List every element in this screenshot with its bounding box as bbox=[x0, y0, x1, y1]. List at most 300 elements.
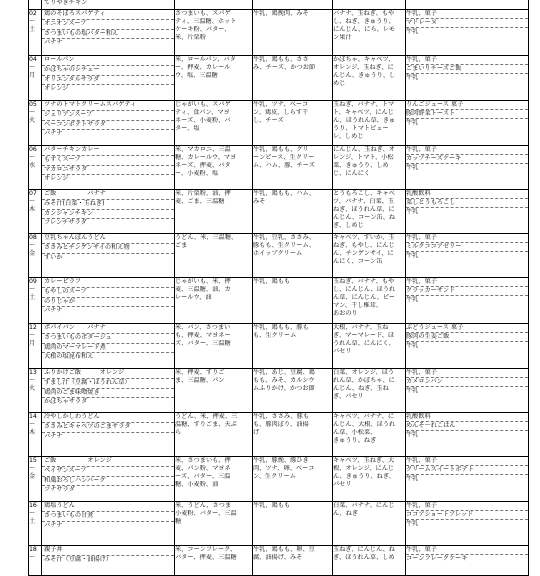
ingredients-c3 bbox=[333, 56, 406, 101]
menu-item: オニオンスープ bbox=[42, 19, 174, 29]
snack-line: 牛乳、菓子 bbox=[406, 234, 437, 241]
day-row bbox=[29, 56, 529, 101]
snack-line: りんごジュース 菓子 bbox=[406, 101, 464, 108]
menu-item: さつまいもの甘煮 bbox=[42, 511, 174, 521]
ingredient-line: 米、ロールパン、バタ bbox=[175, 56, 236, 63]
day-number: 06 bbox=[29, 146, 37, 153]
ingredients-c1 bbox=[175, 369, 253, 413]
ingredient-line: ごま bbox=[175, 242, 188, 249]
ingredients-c1 bbox=[175, 56, 253, 101]
ingredient-line: レールウ、油 bbox=[175, 294, 212, 301]
menu-item: ご飯 バナナ bbox=[44, 190, 106, 197]
ingredient-line: 米、片栗粉 bbox=[175, 34, 206, 41]
weekday: 木 bbox=[29, 206, 36, 213]
ingredient-line: 白菜、バナナ、にんじ bbox=[333, 502, 395, 509]
ingredient-line: レ、しめじ bbox=[333, 133, 364, 140]
menu-item: 和風おろしハンバーグ bbox=[42, 476, 174, 486]
date-cell bbox=[29, 10, 42, 56]
date-cell bbox=[29, 0, 42, 10]
ingredient-line: み、チーズ、かつお節 bbox=[253, 64, 316, 71]
ingredient-line: ネーズ、小麦粉、バ bbox=[175, 117, 231, 124]
snack-line: 牛乳 bbox=[406, 341, 528, 350]
snack-line: 牛乳、菓子 bbox=[406, 546, 437, 553]
ingredients-c3 bbox=[333, 234, 406, 278]
snack-line: 牛乳 bbox=[406, 207, 528, 216]
ingredients-c1 bbox=[175, 234, 253, 278]
tilde-mark: ～ bbox=[29, 242, 36, 249]
ingredient-line: 米、さつまいも、押 bbox=[175, 457, 231, 464]
ingredients-c1 bbox=[175, 413, 253, 457]
menu-cell bbox=[42, 278, 175, 324]
menu-item: 豆乳ちゃんぽんうどん bbox=[44, 234, 106, 241]
menu-table bbox=[28, 0, 529, 576]
ingredients-c2 bbox=[253, 278, 333, 324]
ingredients-c3 bbox=[333, 324, 406, 369]
ingredient-line: ら bbox=[175, 429, 182, 436]
ingredient-line: 豚もも、生クリーム、 bbox=[253, 242, 316, 249]
ingredient-line: あおのり bbox=[333, 310, 358, 317]
ingredient-line: 肉、ツナ、卵、ベーコ bbox=[253, 465, 315, 472]
ingredients-c2 bbox=[253, 190, 333, 234]
ingredient-line: んじん、コーン缶、ね bbox=[333, 214, 396, 221]
menu-cell bbox=[42, 56, 175, 101]
snack-line: 牛乳 bbox=[406, 251, 528, 260]
ingredient-line: パセリ bbox=[333, 481, 352, 488]
ingredient-line: れん草、かぼちゃ、に bbox=[333, 377, 395, 384]
snack-line: クラッカーサンド bbox=[406, 286, 528, 295]
ingredient-line: 牛乳、鶏もも、豚も bbox=[253, 324, 309, 331]
menu-item: バナナ bbox=[42, 129, 174, 139]
date-cell bbox=[29, 234, 42, 278]
snack-cell bbox=[406, 546, 529, 576]
menu-item: ツナのトマトクリームスパゲティ bbox=[44, 101, 137, 108]
ingredient-line: にんじん、にら、レモ bbox=[333, 26, 396, 33]
ingredient-line: 米、コーンフレーク、 bbox=[175, 546, 237, 553]
day-row bbox=[29, 502, 529, 546]
ingredient-line: ー、小麦粉、塩 bbox=[175, 170, 219, 177]
ingredient-line: ねぎ、ほうれん草、に bbox=[333, 206, 395, 213]
ingredient-line: ん、きゅうり、ねぎ、 bbox=[333, 473, 395, 480]
snack-line: 牛乳 bbox=[406, 163, 528, 172]
ingredient-line: 牛乳、ツナ、ベーコ bbox=[253, 101, 309, 108]
tilde-mark: ～ bbox=[29, 332, 36, 339]
menu-item: かぼちゃサラダ bbox=[42, 397, 174, 407]
weekday: 月 bbox=[29, 72, 36, 79]
ingredient-line: きゅうり、ねぎ bbox=[333, 437, 377, 444]
day-number: 12 bbox=[29, 324, 37, 331]
ingredients-c3 bbox=[333, 369, 406, 413]
snack-line: 乳酸飲料 bbox=[406, 190, 431, 197]
ingredient-line: し、ねぎ、きゅうり、 bbox=[333, 18, 395, 25]
ingredient-line: し、にんじん、ほうれ bbox=[333, 286, 396, 293]
menu-item: オレンジ bbox=[42, 84, 174, 94]
snack-line: 牛乳、菓子 bbox=[406, 502, 437, 509]
date-cell bbox=[29, 101, 42, 146]
ingredient-line: 玉ねぎ、バナナ、もや bbox=[333, 278, 395, 285]
ingredient-line: ま、三温糖、パン bbox=[175, 377, 225, 384]
menu-item: フレンチサラダ bbox=[42, 218, 174, 228]
ingredients-c3 bbox=[333, 502, 406, 546]
snack-line: 牛乳、菓子 bbox=[406, 278, 437, 285]
ingredient-line: 菜、きゅうり、しめ bbox=[333, 162, 389, 169]
ingredient-line: 米、うどん、さつま bbox=[175, 502, 232, 509]
day-number: 14 bbox=[29, 413, 37, 420]
ingredient-line: ネーズ、押麦、バタ bbox=[175, 162, 231, 169]
ingredient-line: ん、チンゲンサイ、に bbox=[333, 250, 394, 257]
ingredient-line: んじん、ねぎ、玉ね bbox=[333, 385, 389, 392]
menu-item: カレーピラフ bbox=[44, 278, 82, 285]
ingredient-line: 白菜、オレンジ、ほう bbox=[333, 369, 395, 376]
menu-item: さつまいもの塩バター和え bbox=[42, 29, 174, 39]
ingredient-line: んにく、コーン缶 bbox=[333, 258, 383, 265]
ingredient-line: 牛乳、鶏もも bbox=[253, 278, 291, 285]
ingredient-line: ズ、バター、三温糖 bbox=[175, 340, 231, 347]
ingredient-line: キャベツ、バナナ、に bbox=[333, 413, 395, 420]
ingredient-line: もも、みそ、カルシウ bbox=[253, 377, 315, 384]
ingredient-line: 麦、ごま、三温糖 bbox=[175, 198, 225, 205]
date-cell bbox=[29, 146, 42, 190]
menu-cell bbox=[42, 10, 175, 56]
snack-line: マドレーヌ bbox=[406, 18, 528, 27]
ingredients-c3 bbox=[333, 10, 406, 56]
menu-item: さつまいものポタージュ bbox=[42, 333, 174, 343]
weekday: 水 bbox=[29, 162, 36, 169]
menu-item: ふりかけご飯 オレンジ bbox=[44, 369, 125, 376]
ingredient-line: オレンジ、玉ねぎ、に bbox=[333, 64, 394, 71]
ingredient-line: じ、にんにく bbox=[333, 170, 371, 177]
ingredients-c3 bbox=[333, 546, 406, 576]
ingredient-line: 根、オレンジ、にんじ bbox=[333, 465, 395, 472]
menu-item: 鶏塩うどん bbox=[44, 502, 75, 509]
ingredient-line: 牛乳、豆乳、ささみ、 bbox=[253, 234, 316, 241]
ingredients-c3 bbox=[333, 0, 406, 10]
snack-cell bbox=[406, 10, 529, 56]
snack-line: 牛乳 bbox=[406, 295, 528, 304]
ingredient-line: 玉ねぎ、にんじん、ね bbox=[333, 546, 395, 553]
ingredients-c1 bbox=[175, 324, 253, 369]
ingredients-c3 bbox=[333, 101, 406, 146]
day-number: 05 bbox=[29, 101, 37, 108]
snack-line: ごまいりチーズご飯 bbox=[406, 64, 528, 73]
ingredient-line: かぼちゃ、キャベツ、 bbox=[333, 56, 395, 63]
menu-item: てりやきチキン bbox=[44, 0, 88, 6]
day-number: 08 bbox=[29, 234, 37, 241]
ingredient-line: じゃがいも、米、押 bbox=[175, 278, 231, 285]
weekday: 土 bbox=[29, 518, 36, 525]
snack-line: 牛乳 bbox=[406, 27, 528, 36]
ingredients-c1 bbox=[175, 101, 253, 146]
day-row bbox=[29, 0, 529, 10]
snack-cell bbox=[406, 457, 529, 502]
menu-item: 鶏のそぼろスパゲティ bbox=[44, 10, 106, 17]
date-cell bbox=[29, 457, 42, 502]
ingredients-c2 bbox=[253, 101, 333, 146]
ingredient-line: バター、押麦、三温糖 bbox=[175, 554, 237, 561]
day-row bbox=[29, 413, 529, 457]
ingredient-line: キャベツ、すいか、玉 bbox=[333, 234, 395, 241]
ingredient-line: 糖、小麦粉、油 bbox=[175, 481, 219, 488]
tilde-mark: ～ bbox=[29, 286, 36, 293]
snack-cell bbox=[406, 101, 529, 146]
ingredient-line: めじ bbox=[333, 80, 346, 87]
ingredients-c2 bbox=[253, 56, 333, 101]
ingredient-line: 牛乳、鶏もも bbox=[253, 502, 291, 509]
ingredient-line: パセリ bbox=[333, 348, 352, 355]
tilde-mark: ～ bbox=[29, 510, 36, 517]
ingredient-line: ホイップクリーム bbox=[253, 250, 303, 257]
ingredients-c1 bbox=[175, 278, 253, 324]
day-number: 02 bbox=[29, 10, 37, 17]
menu-item: もやしのスープ bbox=[42, 287, 174, 297]
ingredient-line: ん草、小松菜、 bbox=[333, 429, 377, 436]
snack-line: ココアショートブレッド bbox=[406, 510, 528, 519]
ingredient-line: みそ bbox=[253, 198, 266, 205]
snack-cell bbox=[406, 413, 529, 457]
ingredient-line: も、豚肉ぼり、油揚 bbox=[253, 421, 309, 428]
ingredient-line: ン、鶏皮、しらす干 bbox=[253, 109, 309, 116]
ingredient-line: ティ、食パン、マヨ bbox=[175, 109, 230, 116]
weekday: 土 bbox=[29, 294, 36, 301]
menu-item: カンジャンチキン bbox=[42, 209, 174, 219]
menu-item: ペイザンスープ bbox=[42, 466, 174, 476]
ingredient-line: んじん、大根、ほうれ bbox=[333, 421, 396, 428]
ingredients-c3 bbox=[333, 278, 406, 324]
ingredient-line: ン果汁 bbox=[333, 34, 352, 41]
snack-line: 豚肉野菜トースト bbox=[406, 109, 528, 118]
snack-line: 牛乳 bbox=[406, 519, 528, 528]
day-number: 18 bbox=[29, 546, 37, 553]
menu-item: ご飯 オレンジ bbox=[44, 457, 112, 464]
ingredients-c1 bbox=[175, 190, 253, 234]
date-cell bbox=[29, 278, 42, 324]
snack-line: 牛乳、菓子 bbox=[406, 10, 437, 17]
date-cell bbox=[29, 546, 42, 576]
menu-item: 冷やしかしわうどん bbox=[44, 413, 100, 420]
ingredient-line: 牛乳、ささみ、豚も bbox=[253, 413, 310, 420]
day-row bbox=[29, 190, 529, 234]
menu-cell bbox=[42, 146, 175, 190]
menu-cell bbox=[42, 234, 175, 278]
menu-cell bbox=[42, 190, 175, 234]
date-cell bbox=[29, 56, 42, 101]
day-number: 09 bbox=[29, 278, 37, 285]
ingredient-line: 牛乳、鶏もも、ささ bbox=[253, 56, 309, 63]
ingredient-line: 米、押麦、すりご bbox=[175, 369, 225, 376]
ingredients-c2 bbox=[253, 146, 333, 190]
day-row bbox=[29, 457, 529, 502]
snack-cell bbox=[406, 234, 529, 278]
ingredient-line: 米、マカロニ、三温 bbox=[175, 146, 231, 153]
ingredient-line: ケーキ粉、バター、 bbox=[175, 26, 231, 33]
menu-item: 鶏肉のマーマレード煮 bbox=[42, 343, 174, 353]
menu-cell bbox=[42, 413, 175, 457]
ingredient-line: 麦、三温糖、油、カ bbox=[175, 286, 231, 293]
ingredient-line: うどん、米、三温糖、 bbox=[175, 234, 238, 241]
snack-line: 牛乳、菓子 bbox=[406, 146, 437, 153]
tilde-mark: ～ bbox=[29, 18, 36, 25]
tilde-mark: ～ bbox=[29, 465, 36, 472]
ingredients-c2 bbox=[253, 324, 333, 369]
snack-line: カップチーズケーキ bbox=[406, 154, 528, 163]
ingredient-line: 糖、カレールウ、マヨ bbox=[175, 154, 237, 161]
snack-line: 牛乳、菓子 bbox=[406, 56, 437, 63]
menu-item: もずくスープ bbox=[42, 155, 174, 165]
weekday: 月 bbox=[29, 340, 36, 347]
ingredient-line: ーズ、バター、三温 bbox=[175, 473, 231, 480]
ingredient-line: 小麦粉、バター、三温 bbox=[175, 510, 237, 517]
ingredient-line: レンジ、トマト、小松 bbox=[333, 154, 394, 161]
snack-line: クリームスイートポテト bbox=[406, 465, 528, 474]
ingredient-line: ムふりかけ、かつお節 bbox=[253, 385, 315, 392]
menu-cell bbox=[42, 324, 175, 369]
snack-line: ぶどうジュース 菓子 bbox=[406, 324, 464, 331]
ingredient-line: 牛乳、鶏もも、ハム、 bbox=[253, 190, 316, 197]
menu-cell bbox=[42, 546, 175, 576]
menu-item: のりじゃが bbox=[42, 297, 174, 307]
tilde-mark: ～ bbox=[29, 554, 36, 561]
snack-cell bbox=[406, 502, 529, 546]
snack-cell bbox=[406, 324, 529, 369]
ingredient-line: ぎ、パセリ bbox=[333, 393, 364, 400]
ingredients-c2 bbox=[253, 457, 333, 502]
ingredient-line: 米、片栗粉、油、押 bbox=[175, 190, 231, 197]
ingredient-line: ー、押麦、カレール bbox=[175, 64, 231, 71]
ingredient-line: 牛乳、豚挽、豚ひき bbox=[253, 457, 309, 464]
menu-item: オリエンタルサラダ bbox=[42, 75, 174, 85]
menu-item: 鶏肉のごま味噌焼き bbox=[42, 388, 174, 398]
ingredient-line: も、生クリーム bbox=[253, 332, 297, 339]
menu-item: みそ汁(白菜・玉ねぎ) bbox=[42, 199, 174, 209]
snack-cell bbox=[406, 56, 529, 101]
weekday: 木 bbox=[29, 429, 36, 436]
menu-cell bbox=[42, 101, 175, 146]
tilde-mark: ～ bbox=[29, 198, 36, 205]
snack-cell bbox=[406, 278, 529, 324]
ingredient-line: ん、ほうれん草、きゅ bbox=[333, 117, 396, 124]
weekday: 火 bbox=[29, 117, 36, 124]
ingredient-line: にんじん、玉ねぎ、オ bbox=[333, 146, 395, 153]
date-cell bbox=[29, 413, 42, 457]
menu-item: ささみとチンゲンサイの和え物 bbox=[42, 243, 174, 253]
snack-line: 菜しとうもろこし bbox=[406, 198, 528, 207]
day-row bbox=[29, 546, 529, 576]
tilde-mark: ～ bbox=[29, 154, 36, 161]
menu-item: バナナ bbox=[42, 38, 174, 48]
ingredient-line: ト、キャベツ、にんじ bbox=[333, 109, 394, 116]
ingredient-line: ン、生クリーム bbox=[253, 473, 296, 480]
snack-line: 牛乳 bbox=[406, 430, 528, 439]
ingredient-line: し、チーズ bbox=[253, 117, 284, 124]
day-row bbox=[29, 324, 529, 369]
snack-line: 乳酸飲料 bbox=[406, 413, 431, 420]
day-number: 04 bbox=[29, 56, 37, 63]
ingredient-line: 牛乳、鶏もも、卵、豆 bbox=[253, 546, 315, 553]
menu-item: ロールパン bbox=[44, 56, 75, 63]
ingredients-c1 bbox=[175, 546, 253, 576]
ingredients-c2 bbox=[253, 546, 333, 576]
ingredients-c2 bbox=[253, 234, 333, 278]
ingredients-c1 bbox=[175, 457, 253, 502]
snack-line: 牛乳 bbox=[406, 386, 528, 395]
menu-item: バナナ bbox=[42, 521, 174, 531]
weekday: 火 bbox=[29, 385, 36, 392]
menu-item: ベーコンポテトサラダ bbox=[42, 120, 174, 130]
menu-cell bbox=[42, 457, 175, 502]
tilde-mark: ～ bbox=[29, 377, 36, 384]
snack-line: 牛乳、菓子 bbox=[406, 457, 437, 464]
ingredients-c2 bbox=[253, 10, 333, 56]
date-cell bbox=[29, 502, 42, 546]
ingredient-line: ウ、塩、三温糖 bbox=[175, 72, 218, 79]
ingredient-line: 牛乳、鶏もも、グリ bbox=[253, 146, 309, 153]
snack-line: 牛乳 bbox=[406, 73, 528, 82]
ingredient-line: さつまいも、スパゲ bbox=[175, 10, 231, 17]
menu-item: ジュリアンスープ bbox=[42, 110, 174, 120]
menu-item: マカロニサラダ bbox=[42, 165, 174, 175]
day-row bbox=[29, 369, 529, 413]
day-number: 07 bbox=[29, 190, 37, 197]
weekday: 金 bbox=[29, 473, 36, 480]
date-cell bbox=[29, 369, 42, 413]
tilde-mark: ～ bbox=[29, 64, 36, 71]
ingredient-line: ぎ、ほうれん草、しめ bbox=[333, 554, 395, 561]
ingredient-line: うり、トマトピュー bbox=[333, 125, 389, 132]
ingredient-line: げ bbox=[253, 429, 260, 436]
day-number: 16 bbox=[29, 502, 37, 509]
day-number: 13 bbox=[29, 369, 37, 376]
ingredient-line: 麦、パン粉、マヨネ bbox=[175, 465, 231, 472]
ingredient-line: も、押麦、マヨネー bbox=[175, 332, 231, 339]
ingredient-line: マン、干し椎茸、 bbox=[333, 302, 383, 309]
weekday: 土 bbox=[29, 26, 36, 33]
menu-item: みそ汁（豆腐・油揚げ） bbox=[42, 555, 174, 565]
menu-item: すいか bbox=[42, 253, 174, 263]
ingredient-line: ん草、にんじん、ピー bbox=[333, 294, 395, 301]
menu-item: ツナサラダ bbox=[42, 485, 174, 495]
day-row bbox=[29, 101, 529, 146]
menu-item: 親子丼 bbox=[44, 546, 63, 553]
ingredient-line: 牛乳、鶏挽肉、みそ bbox=[253, 10, 309, 17]
ingredients-c3 bbox=[333, 146, 406, 190]
snack-line: ミルクココアゼリー bbox=[406, 242, 528, 251]
day-row bbox=[29, 278, 529, 324]
ingredient-line: ん、ねぎ bbox=[333, 510, 359, 517]
ingredient-line: 糖 bbox=[175, 518, 182, 525]
snack-line: 牛乳、菓子 bbox=[406, 369, 437, 376]
day-row bbox=[29, 10, 529, 56]
menu-cell bbox=[42, 502, 175, 546]
menu-item: バナナ bbox=[42, 432, 174, 442]
tilde-mark: ～ bbox=[29, 421, 36, 428]
weekday: 金 bbox=[29, 250, 36, 257]
ingredient-line: とうもろこし、キャベ bbox=[333, 190, 395, 197]
ingredient-line: うれん草、にんにく、 bbox=[333, 340, 395, 347]
snack-line: 牛乳 bbox=[406, 474, 528, 483]
date-cell bbox=[29, 190, 42, 234]
ingredient-line: 牛乳、あじ、豆腐、鶏 bbox=[253, 369, 315, 376]
ingredient-line: 玉ねぎ、バナナ、トマ bbox=[333, 101, 395, 108]
snack-cell bbox=[406, 190, 529, 234]
menu-table-body bbox=[29, 0, 529, 576]
ingredient-line: うどん、米、押麦、三 bbox=[175, 413, 238, 420]
ingredients-c2 bbox=[253, 413, 333, 457]
ingredient-line: 大根、バナナ、玉ね bbox=[333, 324, 389, 331]
menu-item: ポパイパン バナナ bbox=[44, 324, 106, 331]
snack-line: めんそ～れこはん bbox=[406, 421, 528, 430]
ingredient-line: 腐、油揚げ、みそ bbox=[253, 554, 303, 561]
ingredients-c1 bbox=[175, 0, 253, 10]
ingredient-line: ター、塩 bbox=[175, 125, 200, 132]
